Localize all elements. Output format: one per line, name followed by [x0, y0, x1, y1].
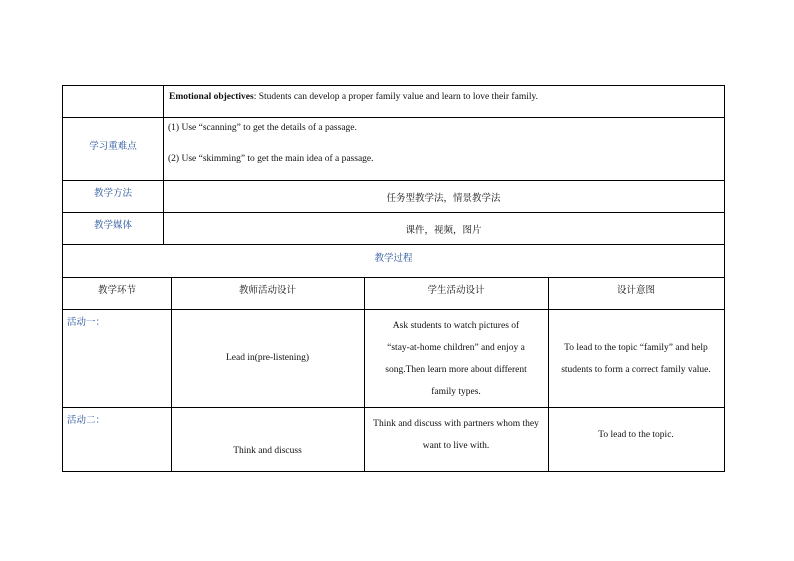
teaching-method-row: [62, 181, 725, 213]
activity-1-student-line-2: “stay-at-home children” and enjoy a: [387, 343, 525, 353]
activity-2-intent: [548, 430, 724, 471]
header-design-intent: 设计意图: [616, 285, 655, 296]
activity-2-stage: 活动二：: [67, 415, 106, 426]
activity-1-student: [364, 315, 548, 407]
activity-1-student-line-1: Ask students to watch pictures of: [392, 321, 520, 331]
table-row: [62, 310, 725, 408]
activity-1-student-line-4: family types.: [431, 387, 481, 397]
emotional-objectives-label: Emotional objectives: [169, 92, 254, 102]
teaching-process-title: 教学过程: [374, 253, 413, 264]
activity-1-intent-line-2: students to form a correct family value.: [561, 365, 711, 375]
activity-2-teacher: Think and discuss: [233, 446, 302, 456]
teaching-media-value: 课件，视频，图片: [405, 224, 482, 236]
activity-1-stage: 活动一：: [67, 317, 106, 328]
teaching-process-row: [62, 245, 725, 278]
key-point-1: (1) Use “scanning” to get the details of a passage.: [168, 123, 357, 133]
teaching-method-label: 教学方法: [93, 188, 132, 199]
key-point-2: (2) Use “skimming” to get the main idea of a passage.: [168, 154, 374, 164]
activity-1-intent-line-1: To lead to the topic “family” and help: [564, 343, 708, 353]
emotional-objectives-row: [62, 85, 725, 118]
emotional-objectives-text: [169, 92, 720, 117]
activity-1-teacher: Lead in(pre-listening): [225, 352, 310, 363]
emotional-objectives-body: : Students can develop a proper family value and learn to love their family.: [253, 92, 538, 102]
header-teacher-activity: 教师活动设计: [238, 285, 296, 296]
key-points-row: [62, 118, 725, 181]
key-points-label: 学习重难点: [89, 141, 137, 152]
teaching-media-label: 教学媒体: [93, 220, 132, 231]
activity-2-intent-line-1: To lead to the topic.: [598, 430, 674, 440]
teaching-media-row: [62, 213, 725, 245]
teaching-method-value: 任务型教学法，情景教学法: [386, 192, 501, 204]
activity-1-student-line-3: song.Then learn more about different: [385, 365, 527, 375]
activity-2-student-line-1: Think and discuss with partners whom they: [373, 419, 539, 429]
table-row: [62, 408, 725, 472]
header-student-activity: 学生活动设计: [427, 285, 485, 296]
activity-2-student-line-2: want to live with.: [422, 441, 490, 451]
table-header-row: [62, 278, 725, 310]
activity-1-intent: [548, 337, 724, 407]
activity-2-student: [364, 413, 548, 471]
header-stage: 教学环节: [97, 285, 136, 296]
